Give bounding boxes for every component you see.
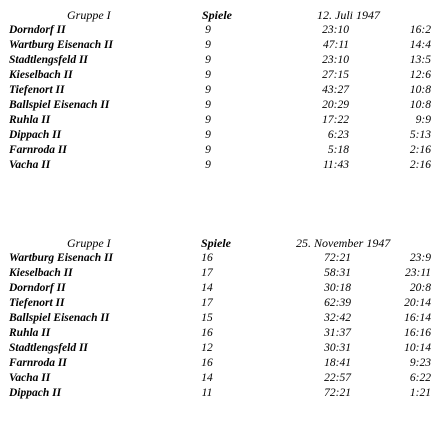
team-name: Kieselbach II [9,69,73,81]
goal-ratio: 27:15 [322,69,349,81]
points: 23:9 [409,252,431,264]
points: 16:14 [404,312,431,324]
team-name: Stadtlengsfeld II [9,342,88,354]
games-played: 9 [205,24,211,36]
games-played: 9 [205,84,211,96]
table-row [0,98,448,113]
table-row [0,281,448,296]
goal-ratio: 72:21 [324,252,351,264]
points: 9:23 [409,357,431,369]
points: 20:14 [404,297,431,309]
table-row [0,143,448,158]
points: 10:8 [409,84,431,96]
team-name: Farnroda II [9,144,67,156]
team-name: Vacha II [9,372,51,384]
team-name: Dippach II [9,129,62,141]
table-row [0,53,448,68]
table-row [0,296,448,311]
points: 6:22 [409,372,431,384]
games-played: 9 [205,69,211,81]
games-played: 9 [205,54,211,66]
goal-ratio: 30:31 [324,342,351,354]
table-rows [0,251,448,401]
group-title: Gruppe I [67,8,111,22]
games-played: 12 [201,342,213,354]
team-name: Vacha II [9,159,51,171]
table-row [0,311,448,326]
table-row [0,38,448,53]
games-played: 9 [205,39,211,51]
table-row [0,356,448,371]
team-name: Kieselbach II [9,267,73,279]
goal-ratio: 47:11 [323,39,349,51]
table-row [0,266,448,281]
team-name: Dippach II [9,387,62,399]
goal-ratio: 20:29 [322,99,349,111]
goal-ratio: 32:42 [324,312,351,324]
team-name: Tiefenort II [9,84,65,96]
goal-ratio: 58:31 [324,267,351,279]
table-row [0,371,448,386]
games-column-header: Spiele [201,236,231,250]
table-row [0,386,448,401]
points: 14:4 [409,39,431,51]
standings-table-november [0,236,448,401]
goal-ratio: 72:21 [324,387,351,399]
table-row [0,326,448,341]
points: 2:16 [409,159,431,171]
table-row [0,83,448,98]
points: 2:16 [409,144,431,156]
team-name: Ballspiel Eisenach II [9,312,110,324]
team-name: Dorndorf II [9,24,66,36]
points: 5:13 [409,129,431,141]
games-played: 9 [205,129,211,141]
points: 1:21 [409,387,431,399]
games-played: 14 [201,282,213,294]
table-row [0,113,448,128]
points: 23:11 [405,267,431,279]
points: 12:6 [409,69,431,81]
games-column-header: Spiele [202,8,232,22]
goal-ratio: 22:57 [324,372,351,384]
table-header [0,236,448,251]
goal-ratio: 5:18 [327,144,349,156]
points: 13:5 [409,54,431,66]
games-played: 9 [205,99,211,111]
team-name: Dorndorf II [9,282,66,294]
table-row [0,23,448,38]
goal-ratio: 6:23 [327,129,349,141]
games-played: 17 [201,267,213,279]
goal-ratio: 23:10 [322,24,349,36]
goal-ratio: 11:43 [323,159,349,171]
goal-ratio: 43:27 [322,84,349,96]
points: 16:16 [404,327,431,339]
table-date: 12. Juli 1947 [317,8,380,22]
standings-table-july [0,8,448,173]
games-played: 16 [201,252,213,264]
goal-ratio: 17:22 [322,114,349,126]
games-played: 16 [201,327,213,339]
team-name: Tiefenort II [9,297,65,309]
team-name: Ruhla II [9,327,51,339]
team-name: Farnroda II [9,357,67,369]
table-row [0,68,448,83]
games-played: 15 [201,312,213,324]
games-played: 14 [201,372,213,384]
team-name: Ruhla II [9,114,51,126]
games-played: 9 [205,144,211,156]
points: 10:14 [404,342,431,354]
table-rows [0,23,448,173]
games-played: 16 [201,357,213,369]
table-header [0,8,448,23]
table-row [0,128,448,143]
team-name: Wartburg Eisenach II [9,252,113,264]
goal-ratio: 62:39 [324,297,351,309]
team-name: Stadtlengsfeld II [9,54,88,66]
games-played: 11 [201,387,213,399]
goal-ratio: 23:10 [322,54,349,66]
games-played: 9 [205,159,211,171]
points: 16:2 [409,24,431,36]
points: 9:9 [415,114,431,126]
table-row [0,251,448,266]
table-row [0,158,448,173]
points: 20:8 [409,282,431,294]
group-title: Gruppe I [67,236,111,250]
team-name: Wartburg Eisenach II [9,39,113,51]
goal-ratio: 30:18 [324,282,351,294]
goal-ratio: 31:37 [324,327,351,339]
table-date: 25. November 1947 [296,236,391,250]
games-played: 9 [205,114,211,126]
games-played: 17 [201,297,213,309]
team-name: Ballspiel Eisenach II [9,99,110,111]
table-row [0,341,448,356]
points: 10:8 [409,99,431,111]
goal-ratio: 18:41 [324,357,351,369]
